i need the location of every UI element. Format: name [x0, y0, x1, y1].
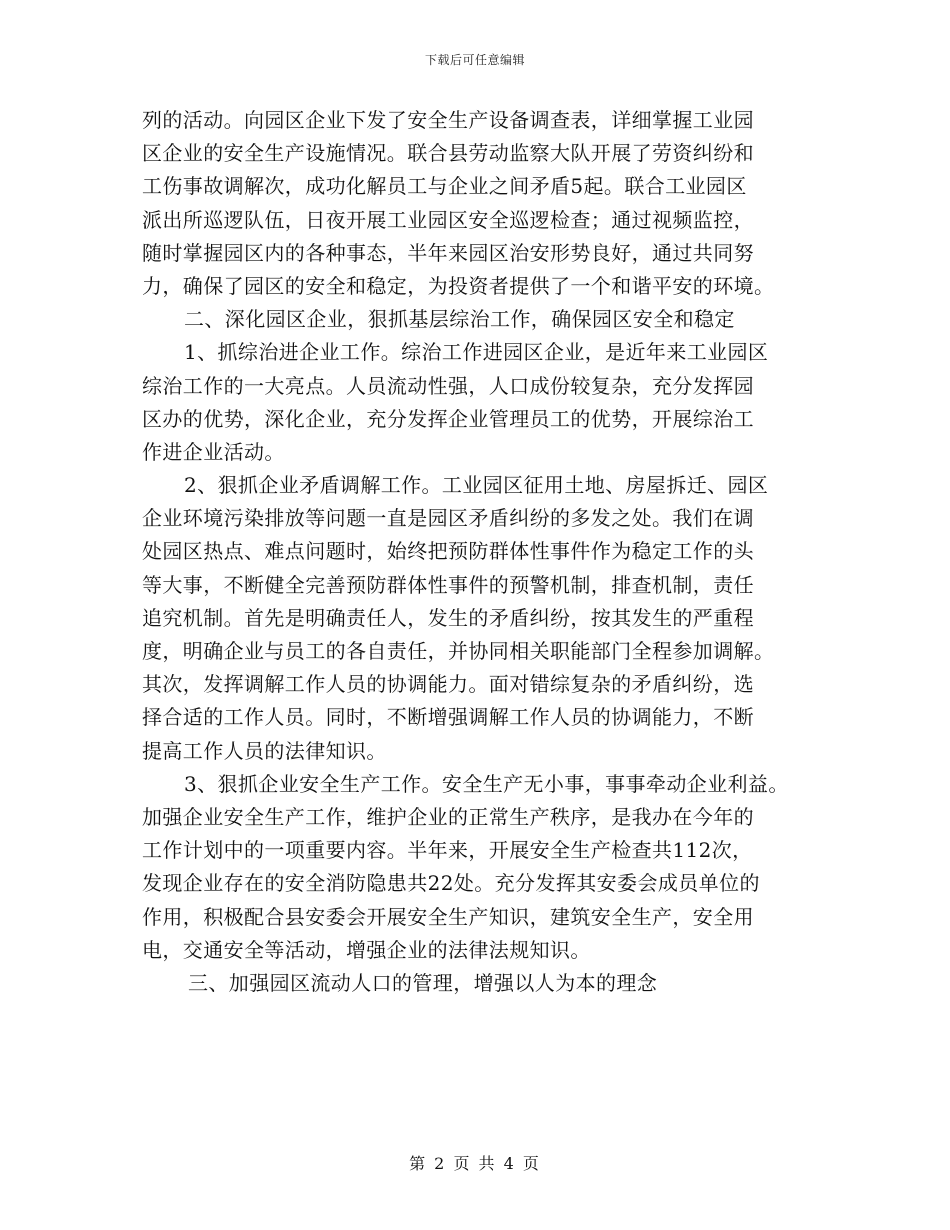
text-line: 发现企业存在的安全消防隐患共22处。充分发挥其安委会成员单位的 [142, 871, 760, 896]
paragraph-start: 1、抓综治进企业工作。综治工作进园区企业，是近年来工业园区 [184, 340, 769, 365]
text-line: 随时掌握园区内的各种事态，半年来园区治安形势良好，通过共同努 [142, 240, 754, 265]
text-line: 作进企业活动。 [142, 439, 285, 464]
text-line: 综治工作的一大亮点。人员流动性强，人口成份较复杂，充分发挥园 [142, 373, 754, 398]
paragraph-start: 3、狠抓企业安全生产工作。安全生产无小事，事事牵动企业利益。 [184, 771, 789, 796]
text-line: 电，交通安全等活动，增强企业的法律法规知识。 [142, 937, 591, 962]
text-line: 区企业的安全生产设施情况。联合县劳动监察大队开展了劳资纠纷和 [142, 141, 754, 166]
page-number: 第 2 页 共 4 页 [409, 1154, 541, 1173]
text-line: 区办的优势，深化企业，充分发挥企业管理员工的优势，开展综治工 [142, 406, 754, 431]
text-line: 作用，积极配合县安委会开展安全生产知识，建筑安全生产，安全用 [142, 904, 754, 929]
text-line: 列的活动。向园区企业下发了安全生产设备调查表，详细掌握工业园 [142, 108, 754, 132]
text-line: 提高工作人员的法律知识。 [142, 738, 387, 763]
text-line: 追究机制。首先是明确责任人，发生的矛盾纠纷，按其发生的严重程 [142, 605, 754, 630]
text-line: 度，明确企业与员工的各自责任，并协同相关职能部门全程参加调解。 [142, 639, 775, 663]
text-line: 处园区热点、难点问题时，始终把预防群体性事件作为稳定工作的头 [142, 539, 754, 564]
body-text [142, 104, 832, 1000]
text-line: 派出所巡逻队伍，日夜开展工业园区安全巡逻检查；通过视频监控， [142, 207, 754, 232]
text-line: 企业环境污染排放等问题一直是园区矛盾纠纷的多发之处。我们在调 [142, 506, 754, 531]
header-note: 下载后可任意编辑 [424, 53, 525, 67]
paragraph-start: 2、狠抓企业矛盾调解工作。工业园区征用土地、房屋拆迁、园区 [184, 473, 769, 498]
section-heading: 二、深化园区企业，狠抓基层综治工作，确保园区安全和稳定 [184, 307, 735, 332]
text-line: 加强企业安全生产工作，维护企业的正常生产秩序，是我办在今年的 [142, 804, 754, 829]
text-line: 其次，发挥调解工作人员的协调能力。面对错综复杂的矛盾纠纷，选 [142, 672, 754, 697]
text-line: 力，确保了园区的安全和稳定，为投资者提供了一个和谐平安的环境。 [142, 273, 775, 298]
section-heading: 三、加强园区流动人口的管理，增强以人为本的理念 [188, 970, 658, 995]
text-line: 等大事，不断健全完善预防群体性事件的预警机制，排查机制，责任 [142, 572, 754, 597]
text-line: 工作计划中的一项重要内容。半年来，开展安全生产检查共112次， [142, 838, 753, 863]
text-line: 择合适的工作人员。同时，不断增强调解工作人员的协调能力，不断 [142, 705, 754, 730]
text-line: 工伤事故调解次，成功化解员工与企业之间矛盾5起。联合工业园区 [142, 174, 747, 199]
